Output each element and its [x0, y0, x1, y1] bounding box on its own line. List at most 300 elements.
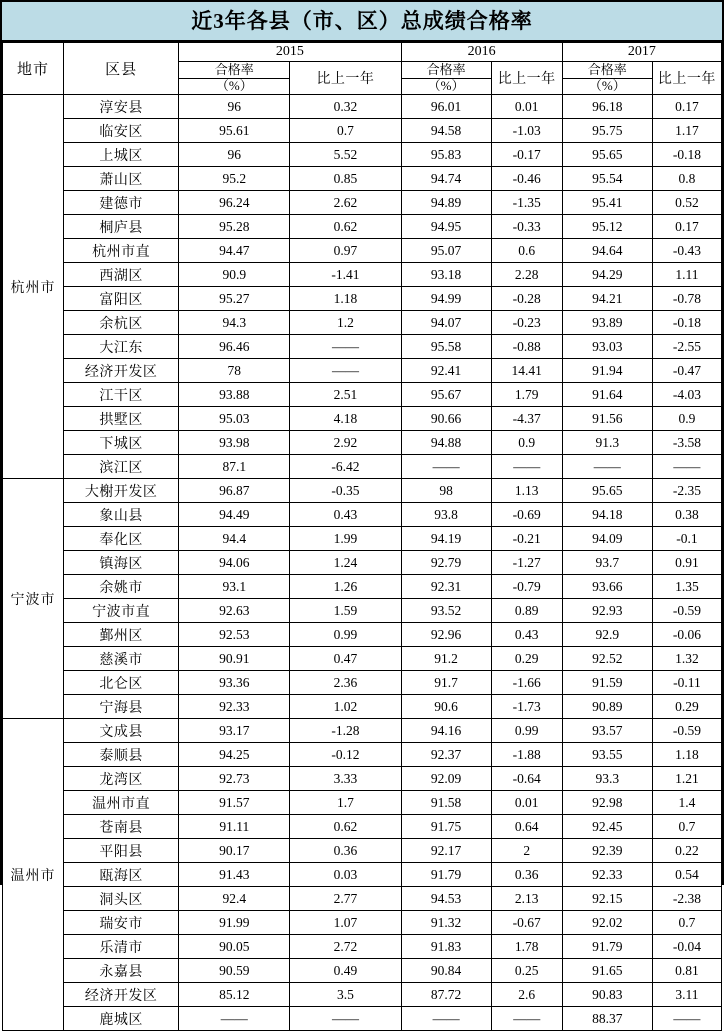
county-cell: 鄞州区 — [64, 623, 179, 647]
cell-d2016: 0.01 — [491, 95, 562, 119]
cell-r2015: 91.99 — [179, 911, 290, 935]
cell-d2016: -1.88 — [491, 743, 562, 767]
table-row — [3, 431, 722, 455]
cell-d2016: -0.23 — [491, 311, 562, 335]
header-year-2017: 2017 — [562, 43, 721, 62]
cell-d2017: -0.43 — [652, 239, 721, 263]
county-cell: 瑞安市 — [64, 911, 179, 935]
cell-r2015: 87.1 — [179, 455, 290, 479]
cell-d2017: 0.9 — [652, 407, 721, 431]
cell-d2016: -0.64 — [491, 767, 562, 791]
cell-d2016: -0.33 — [491, 215, 562, 239]
cell-r2017: 90.89 — [562, 695, 652, 719]
cell-r2015: 93.98 — [179, 431, 290, 455]
cell-r2017: 92.93 — [562, 599, 652, 623]
cell-d2016: -0.21 — [491, 527, 562, 551]
table-row — [3, 863, 722, 887]
cell-d2015: 0.47 — [290, 647, 401, 671]
county-cell: 宁波市直 — [64, 599, 179, 623]
cell-d2015: 0.32 — [290, 95, 401, 119]
county-cell: 建德市 — [64, 191, 179, 215]
cell-d2016: 0.89 — [491, 599, 562, 623]
cell-d2015: 1.2 — [290, 311, 401, 335]
cell-d2016: -0.67 — [491, 911, 562, 935]
cell-d2016: 0.64 — [491, 815, 562, 839]
cell-d2017: -0.59 — [652, 719, 721, 743]
cell-r2016: 91.79 — [401, 863, 491, 887]
page-title: 近3年各县（市、区）总成绩合格率 — [191, 8, 533, 33]
cell-d2016: 0.25 — [491, 959, 562, 983]
county-cell: 临安区 — [64, 119, 179, 143]
cell-r2015: 90.59 — [179, 959, 290, 983]
cell-d2017: -0.78 — [652, 287, 721, 311]
cell-d2015: -0.35 — [290, 479, 401, 503]
cell-d2016: -0.69 — [491, 503, 562, 527]
cell-d2017: -0.47 — [652, 359, 721, 383]
table-row — [3, 455, 722, 479]
cell-d2015: -6.42 — [290, 455, 401, 479]
cell-r2016: 91.58 — [401, 791, 491, 815]
cell-d2015: -1.28 — [290, 719, 401, 743]
cell-r2015: 91.11 — [179, 815, 290, 839]
cell-r2016: 94.53 — [401, 887, 491, 911]
county-cell: 拱墅区 — [64, 407, 179, 431]
cell-d2015: -1.41 — [290, 263, 401, 287]
header-rate-label: 合格率 — [179, 62, 289, 79]
table-row — [3, 311, 722, 335]
cell-d2017: 1.21 — [652, 767, 721, 791]
cell-d2016: 1.78 — [491, 935, 562, 959]
cell-d2017: -0.18 — [652, 311, 721, 335]
cell-d2017: 0.38 — [652, 503, 721, 527]
cell-d2015: 0.7 — [290, 119, 401, 143]
cell-d2017: 0.54 — [652, 863, 721, 887]
cell-r2015: 90.91 — [179, 647, 290, 671]
cell-r2016: 95.67 — [401, 383, 491, 407]
table-row — [3, 815, 722, 839]
cell-d2017: —— — [652, 455, 721, 479]
table-row — [3, 143, 722, 167]
cell-r2017: 92.52 — [562, 647, 652, 671]
table-row — [3, 719, 722, 743]
cell-d2015: 2.72 — [290, 935, 401, 959]
cell-r2015: 93.36 — [179, 671, 290, 695]
cell-r2017: 93.3 — [562, 767, 652, 791]
cell-r2017: 93.89 — [562, 311, 652, 335]
cell-d2017: -0.18 — [652, 143, 721, 167]
cell-d2016: -4.37 — [491, 407, 562, 431]
cell-d2016: 0.6 — [491, 239, 562, 263]
city-cell: 宁波市 — [3, 479, 64, 719]
cell-r2017: 95.41 — [562, 191, 652, 215]
header-county: 区县 — [64, 43, 179, 95]
cell-r2015: 96 — [179, 143, 290, 167]
cell-r2016: 92.37 — [401, 743, 491, 767]
cell-d2017: —— — [652, 1007, 721, 1031]
cell-d2016: 2.6 — [491, 983, 562, 1007]
cell-r2016: 91.83 — [401, 935, 491, 959]
cell-d2016: 0.99 — [491, 719, 562, 743]
county-cell: 北仑区 — [64, 671, 179, 695]
cell-r2015: 95.03 — [179, 407, 290, 431]
page-title-bar — [2, 2, 722, 42]
header-rate-label: 合格率 — [563, 62, 652, 79]
table-row — [3, 503, 722, 527]
cell-r2017: 93.66 — [562, 575, 652, 599]
table-row — [3, 959, 722, 983]
county-cell: 大榭开发区 — [64, 479, 179, 503]
cell-r2016: 94.88 — [401, 431, 491, 455]
table-row — [3, 599, 722, 623]
cell-d2016: -0.88 — [491, 335, 562, 359]
county-cell: 桐庐县 — [64, 215, 179, 239]
cell-d2017: -4.03 — [652, 383, 721, 407]
cell-d2016: -0.46 — [491, 167, 562, 191]
cell-r2016: 94.07 — [401, 311, 491, 335]
cell-r2017: 91.65 — [562, 959, 652, 983]
cell-r2017: 91.79 — [562, 935, 652, 959]
cell-d2015: 0.36 — [290, 839, 401, 863]
table-row — [3, 791, 722, 815]
cell-r2015: 94.4 — [179, 527, 290, 551]
table-row — [3, 383, 722, 407]
cell-r2016: 93.52 — [401, 599, 491, 623]
cell-d2017: -0.1 — [652, 527, 721, 551]
cell-r2015: 93.1 — [179, 575, 290, 599]
cell-r2017: 91.56 — [562, 407, 652, 431]
cell-r2017: 95.54 — [562, 167, 652, 191]
cell-r2016: 95.07 — [401, 239, 491, 263]
table-row — [3, 839, 722, 863]
city-cell: 杭州市 — [3, 95, 64, 479]
cell-r2015: 92.33 — [179, 695, 290, 719]
county-cell: 温州市直 — [64, 791, 179, 815]
cell-d2015: -0.12 — [290, 743, 401, 767]
cell-d2016: 1.13 — [491, 479, 562, 503]
cell-r2017: 95.12 — [562, 215, 652, 239]
cell-r2016: —— — [401, 1007, 491, 1031]
county-cell: 江干区 — [64, 383, 179, 407]
county-cell: 龙湾区 — [64, 767, 179, 791]
county-cell: 余姚市 — [64, 575, 179, 599]
cell-d2016: 2.13 — [491, 887, 562, 911]
county-cell: 西湖区 — [64, 263, 179, 287]
cell-d2015: 0.97 — [290, 239, 401, 263]
table-row — [3, 623, 722, 647]
cell-r2015: 94.25 — [179, 743, 290, 767]
cell-r2016: 91.7 — [401, 671, 491, 695]
cell-d2016: 0.01 — [491, 791, 562, 815]
cell-d2016: -1.73 — [491, 695, 562, 719]
cell-r2017: 94.09 — [562, 527, 652, 551]
cell-r2017: 92.9 — [562, 623, 652, 647]
cell-r2017: 91.64 — [562, 383, 652, 407]
cell-d2017: 0.7 — [652, 911, 721, 935]
cell-d2015: 0.85 — [290, 167, 401, 191]
cell-r2017: 94.18 — [562, 503, 652, 527]
cell-r2017: —— — [562, 455, 652, 479]
cell-r2017: 93.55 — [562, 743, 652, 767]
cell-r2016: 92.96 — [401, 623, 491, 647]
cell-r2017: 92.33 — [562, 863, 652, 887]
cell-d2015: 0.03 — [290, 863, 401, 887]
cell-d2016: 2 — [491, 839, 562, 863]
table-row — [3, 239, 722, 263]
county-cell: 萧山区 — [64, 167, 179, 191]
county-cell: 奉化区 — [64, 527, 179, 551]
table-header — [3, 43, 722, 95]
cell-d2015: 2.51 — [290, 383, 401, 407]
county-cell: 泰顺县 — [64, 743, 179, 767]
cell-r2015: 94.49 — [179, 503, 290, 527]
county-cell: 永嘉县 — [64, 959, 179, 983]
cell-d2015: 1.07 — [290, 911, 401, 935]
cell-r2016: 90.6 — [401, 695, 491, 719]
cell-r2016: 93.8 — [401, 503, 491, 527]
cell-r2015: 94.47 — [179, 239, 290, 263]
cell-d2017: 0.52 — [652, 191, 721, 215]
cell-d2017: 0.22 — [652, 839, 721, 863]
header-city: 地市 — [3, 43, 64, 95]
cell-d2017: -0.11 — [652, 671, 721, 695]
cell-d2015: 1.7 — [290, 791, 401, 815]
cell-r2017: 90.83 — [562, 983, 652, 1007]
county-cell: 象山县 — [64, 503, 179, 527]
table-row — [3, 287, 722, 311]
cell-d2017: 3.11 — [652, 983, 721, 1007]
cell-d2015: —— — [290, 335, 401, 359]
table-row — [3, 983, 722, 1007]
cell-d2016: -1.03 — [491, 119, 562, 143]
cell-r2017: 91.59 — [562, 671, 652, 695]
cell-d2017: 0.17 — [652, 95, 721, 119]
cell-d2016: -0.79 — [491, 575, 562, 599]
cell-r2017: 91.3 — [562, 431, 652, 455]
cell-r2015: 92.4 — [179, 887, 290, 911]
cell-d2017: 0.29 — [652, 695, 721, 719]
table-row — [3, 119, 722, 143]
cell-r2015: 90.9 — [179, 263, 290, 287]
cell-r2016: 92.31 — [401, 575, 491, 599]
table-row — [3, 743, 722, 767]
cell-r2017: 95.65 — [562, 143, 652, 167]
cell-r2016: 94.95 — [401, 215, 491, 239]
cell-r2017: 93.03 — [562, 335, 652, 359]
cell-r2015: 94.06 — [179, 551, 290, 575]
cell-r2015: 91.43 — [179, 863, 290, 887]
cell-r2015: 95.27 — [179, 287, 290, 311]
cell-r2015: 78 — [179, 359, 290, 383]
header-year-2016: 2016 — [401, 43, 562, 62]
header-rate-label: 合格率 — [402, 62, 491, 79]
header-rate-2015 — [179, 62, 290, 95]
cell-r2016: 91.75 — [401, 815, 491, 839]
cell-r2016: 92.09 — [401, 767, 491, 791]
county-cell: 瓯海区 — [64, 863, 179, 887]
county-cell: 大江东 — [64, 335, 179, 359]
cell-r2015: 94.3 — [179, 311, 290, 335]
cell-r2016: 94.74 — [401, 167, 491, 191]
cell-r2015: 93.88 — [179, 383, 290, 407]
cell-d2015: 2.77 — [290, 887, 401, 911]
cell-d2015: 1.99 — [290, 527, 401, 551]
cell-d2016: 0.29 — [491, 647, 562, 671]
cell-r2017: 94.29 — [562, 263, 652, 287]
county-cell: 洞头区 — [64, 887, 179, 911]
table-row — [3, 191, 722, 215]
table-row — [3, 95, 722, 119]
cell-r2017: 94.64 — [562, 239, 652, 263]
city-cell: 温州市 — [3, 719, 64, 1031]
cell-r2015: 85.12 — [179, 983, 290, 1007]
cell-d2016: -1.35 — [491, 191, 562, 215]
cell-r2015: 95.28 — [179, 215, 290, 239]
cell-r2017: 92.98 — [562, 791, 652, 815]
cell-r2016: 94.19 — [401, 527, 491, 551]
cell-r2016: —— — [401, 455, 491, 479]
header-rate-2017 — [562, 62, 652, 95]
cell-r2016: 91.32 — [401, 911, 491, 935]
cell-r2015: 92.73 — [179, 767, 290, 791]
cell-d2015: 0.49 — [290, 959, 401, 983]
cell-r2016: 91.2 — [401, 647, 491, 671]
county-cell: 杭州市直 — [64, 239, 179, 263]
header-delta-2017: 比上一年 — [652, 62, 721, 95]
table-body — [3, 95, 722, 1031]
cell-d2017: -0.06 — [652, 623, 721, 647]
table-row — [3, 647, 722, 671]
cell-d2015: 2.62 — [290, 191, 401, 215]
table-row — [3, 671, 722, 695]
county-cell: 滨江区 — [64, 455, 179, 479]
cell-r2017: 96.18 — [562, 95, 652, 119]
county-cell: 宁海县 — [64, 695, 179, 719]
table-row — [3, 335, 722, 359]
cell-r2015: 96 — [179, 95, 290, 119]
cell-r2016: 94.58 — [401, 119, 491, 143]
table-row — [3, 167, 722, 191]
cell-r2016: 96.01 — [401, 95, 491, 119]
cell-d2017: 0.8 — [652, 167, 721, 191]
cell-d2017: -3.58 — [652, 431, 721, 455]
pass-rate-table — [2, 42, 722, 1031]
cell-d2016: —— — [491, 455, 562, 479]
cell-r2016: 94.99 — [401, 287, 491, 311]
table-row — [3, 215, 722, 239]
county-cell: 经济开发区 — [64, 983, 179, 1007]
cell-d2015: 2.36 — [290, 671, 401, 695]
cell-r2017: 95.65 — [562, 479, 652, 503]
cell-d2015: 5.52 — [290, 143, 401, 167]
cell-r2017: 92.39 — [562, 839, 652, 863]
cell-d2015: 0.43 — [290, 503, 401, 527]
cell-d2016: 0.43 — [491, 623, 562, 647]
cell-r2015: 96.24 — [179, 191, 290, 215]
cell-r2015: 90.17 — [179, 839, 290, 863]
table-row — [3, 551, 722, 575]
cell-r2015: 92.63 — [179, 599, 290, 623]
cell-d2015: 0.62 — [290, 815, 401, 839]
table-row — [3, 575, 722, 599]
cell-r2015: 93.17 — [179, 719, 290, 743]
cell-d2017: -0.59 — [652, 599, 721, 623]
cell-r2016: 94.16 — [401, 719, 491, 743]
cell-d2016: -1.27 — [491, 551, 562, 575]
cell-d2016: -1.66 — [491, 671, 562, 695]
cell-r2017: 94.21 — [562, 287, 652, 311]
table-row — [3, 935, 722, 959]
cell-d2017: -0.04 — [652, 935, 721, 959]
cell-d2017: 1.18 — [652, 743, 721, 767]
cell-r2016: 94.89 — [401, 191, 491, 215]
cell-r2016: 92.17 — [401, 839, 491, 863]
cell-r2016: 92.79 — [401, 551, 491, 575]
county-cell: 慈溪市 — [64, 647, 179, 671]
cell-d2017: 1.17 — [652, 119, 721, 143]
cell-d2015: —— — [290, 1007, 401, 1031]
table-row — [3, 263, 722, 287]
cell-r2017: 95.75 — [562, 119, 652, 143]
cell-d2016: 14.41 — [491, 359, 562, 383]
table-row — [3, 695, 722, 719]
cell-r2015: 96.87 — [179, 479, 290, 503]
cell-r2017: 93.7 — [562, 551, 652, 575]
header-delta-2015: 比上一年 — [290, 62, 401, 95]
cell-r2015: —— — [179, 1007, 290, 1031]
cell-d2015: —— — [290, 359, 401, 383]
header-rate-unit: （%） — [588, 77, 626, 93]
cell-d2016: 2.28 — [491, 263, 562, 287]
cell-r2016: 87.72 — [401, 983, 491, 1007]
county-cell: 鹿城区 — [64, 1007, 179, 1031]
table-row — [3, 1007, 722, 1031]
county-cell: 乐清市 — [64, 935, 179, 959]
table-row — [3, 479, 722, 503]
cell-r2016: 95.83 — [401, 143, 491, 167]
cell-r2017: 92.15 — [562, 887, 652, 911]
cell-r2017: 93.57 — [562, 719, 652, 743]
cell-d2015: 3.33 — [290, 767, 401, 791]
cell-d2017: 1.35 — [652, 575, 721, 599]
cell-d2016: 0.9 — [491, 431, 562, 455]
cell-d2017: -2.38 — [652, 887, 721, 911]
county-cell: 余杭区 — [64, 311, 179, 335]
county-cell: 苍南县 — [64, 815, 179, 839]
cell-d2016: -0.28 — [491, 287, 562, 311]
cell-d2017: -2.55 — [652, 335, 721, 359]
county-cell: 富阳区 — [64, 287, 179, 311]
cell-r2017: 91.94 — [562, 359, 652, 383]
cell-d2017: 0.7 — [652, 815, 721, 839]
cell-r2016: 93.18 — [401, 263, 491, 287]
cell-r2017: 88.37 — [562, 1007, 652, 1031]
cell-r2015: 95.61 — [179, 119, 290, 143]
cell-d2015: 1.02 — [290, 695, 401, 719]
table-row — [3, 359, 722, 383]
cell-d2015: 1.24 — [290, 551, 401, 575]
cell-d2015: 3.5 — [290, 983, 401, 1007]
cell-d2015: 2.92 — [290, 431, 401, 455]
cell-r2016: 98 — [401, 479, 491, 503]
cell-d2016: 0.36 — [491, 863, 562, 887]
table-row — [3, 911, 722, 935]
cell-r2015: 96.46 — [179, 335, 290, 359]
county-cell: 淳安县 — [64, 95, 179, 119]
county-cell: 文成县 — [64, 719, 179, 743]
cell-d2017: 0.91 — [652, 551, 721, 575]
cell-d2016: -0.17 — [491, 143, 562, 167]
header-delta-2016: 比上一年 — [491, 62, 562, 95]
